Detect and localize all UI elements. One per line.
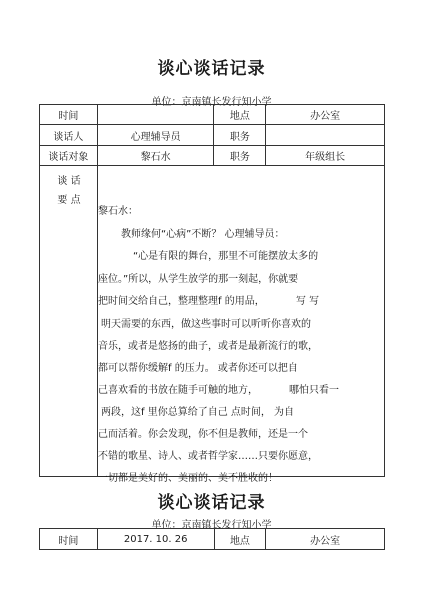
talker-position-label: 职务 <box>214 125 266 146</box>
content-label-2: 要 点 <box>57 195 81 206</box>
time-value <box>97 105 214 125</box>
target-position-label: 职务 <box>214 146 266 166</box>
page2-time-label: 时间 <box>40 529 98 550</box>
page2-place-label: 地点 <box>214 529 266 550</box>
place-value: 办公室 <box>266 105 385 125</box>
content-line-1: 黎石水： <box>98 206 138 217</box>
page2-record-table <box>39 528 385 550</box>
content-label-cell <box>40 166 98 477</box>
content-line-4: 座位。”所以，从学生放学的那一刻起，你就要 <box>98 274 299 285</box>
time-label: 时间 <box>40 105 98 125</box>
page-title: 谈心谈话记录 <box>157 59 266 79</box>
record-table <box>39 104 385 477</box>
content-line-10: 两段，这f 里你总算给了自己 点时间， 为自 <box>101 407 295 418</box>
content-line-3: “心是有限的舞台，那里不可能摆放太多的 <box>133 251 319 262</box>
page2-title: 谈心谈话记录 <box>157 493 266 513</box>
page2-place-value: 办公室 <box>266 529 385 550</box>
unit-label: 单位：京南镇长发行知小学 <box>151 97 272 108</box>
place-label: 地点 <box>214 105 266 125</box>
content-line-12: 不错的歌星、诗人、或者哲学家……只要你愿意， <box>98 451 318 462</box>
content-line-8: 都可以帮你缓解f 的压力。 或者你还可以把自 <box>98 363 298 374</box>
page2-unit-label: 单位：京南镇长发行知小学 <box>151 520 272 531</box>
content-line-5: 把时间交给自己，整理整理f 的用品， <box>98 296 265 307</box>
content-line-9b: 哪怕只看一 <box>289 385 339 396</box>
target-position-value: 年级组长 <box>266 146 385 166</box>
content-line-6: 明天需要的东西，做这些事时可以听听你喜欢的 <box>101 319 311 330</box>
content-line-7: 音乐，或者是悠扬的曲子，或者是最新流行的歌， <box>98 341 318 352</box>
content-line-13: 一切都是美好的、美丽的、美不胜收的！ <box>98 473 278 484</box>
content-line-9: 己喜欢看的书放在随手可触的地方， <box>98 385 258 396</box>
talker-label: 谈话人 <box>40 125 98 146</box>
target-value: 黎石水 <box>97 146 214 166</box>
page2-time-value: 2017. 10. 26 <box>97 529 214 550</box>
content-line-5b: 写 写 <box>296 296 320 307</box>
content-line-11: 己而活着。你会发现，你不但是教师，还是一个 <box>98 429 308 440</box>
talker-position-value <box>266 125 385 146</box>
content-label-1: 谈 话 <box>57 176 81 187</box>
target-label: 谈话对象 <box>40 146 98 166</box>
content-line-2: 教师缘何“心病”不断？ 心理辅导员： <box>121 229 285 240</box>
talker-value: 心理辅导员 <box>97 125 214 146</box>
